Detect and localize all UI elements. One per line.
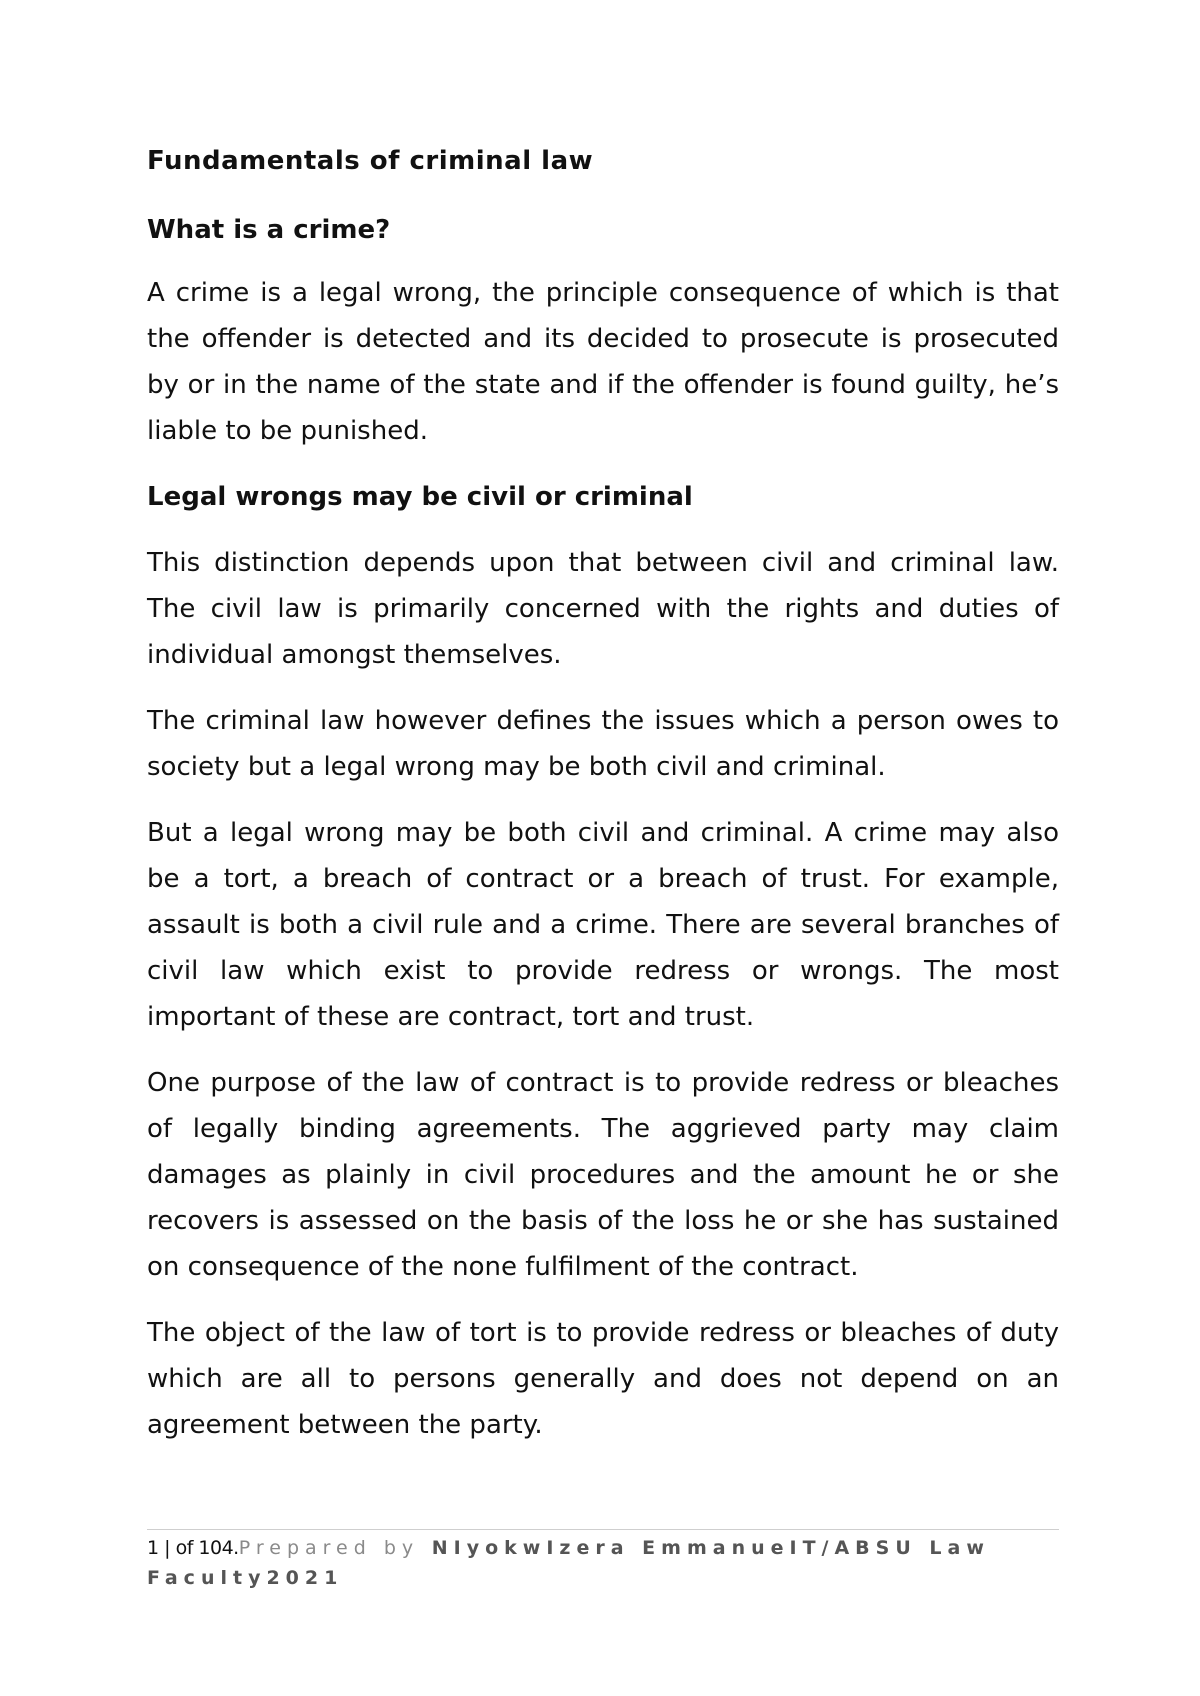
paragraph-law-of-contract: One purpose of the law of contract is to provide redress or bleaches of legally binding agreements. The aggrieved party may claim damages as plainly in civil procedures and the amount he or she recovers is assessed on the basis of the loss he or she has sustained on consequence of the none fulfilment of the contract. <box>147 1068 1059 1282</box>
section-heading-what-is-a-crime: What is a crime? <box>147 215 391 245</box>
paragraph-legal-wrong-both: But a legal wrong may be both civil and criminal. A crime may also be a tort, a breach of contract or a breach of trust. For example, assault is both a civil rule and a crime. There are several branches of civil law which exist to provide redress or wrongs. The most important of these are contract, tort and trust. <box>147 818 1059 1032</box>
document-title: Fundamentals of criminal law <box>147 146 594 176</box>
paragraph-criminal-law-duties: The criminal law however defines the issues which a person owes to society but a legal wrong may be both civil and criminal. <box>147 706 1059 782</box>
footer-prepared-by: Prepared by <box>238 1537 420 1559</box>
page-footer <box>147 1529 1059 1593</box>
paragraph-civil-vs-criminal: This distinction depends upon that between civil and criminal law. The civil law is primarily concerned with the rights and duties of individual amongst themselves. <box>147 548 1059 670</box>
section-heading-legal-wrongs: Legal wrongs may be civil or criminal <box>147 482 693 512</box>
footer-author: NIyokwIzera EmmanueIT/ABSU Law Faculty2021 <box>147 1537 990 1589</box>
paragraph-crime-definition: A crime is a legal wrong, the principle consequence of which is that the offender is detected and its decided to prosecute is prosecuted by or in the name of the state and if the offender is found guilty, he’s liable to be punished. <box>147 278 1059 446</box>
document-body <box>147 141 1059 1448</box>
paragraph-law-of-tort: The object of the law of tort is to provide redress or bleaches of duty which are all to persons generally and does not depend on an agreement between the party. <box>147 1318 1059 1440</box>
page-number: 1 | of 104. <box>147 1537 239 1559</box>
